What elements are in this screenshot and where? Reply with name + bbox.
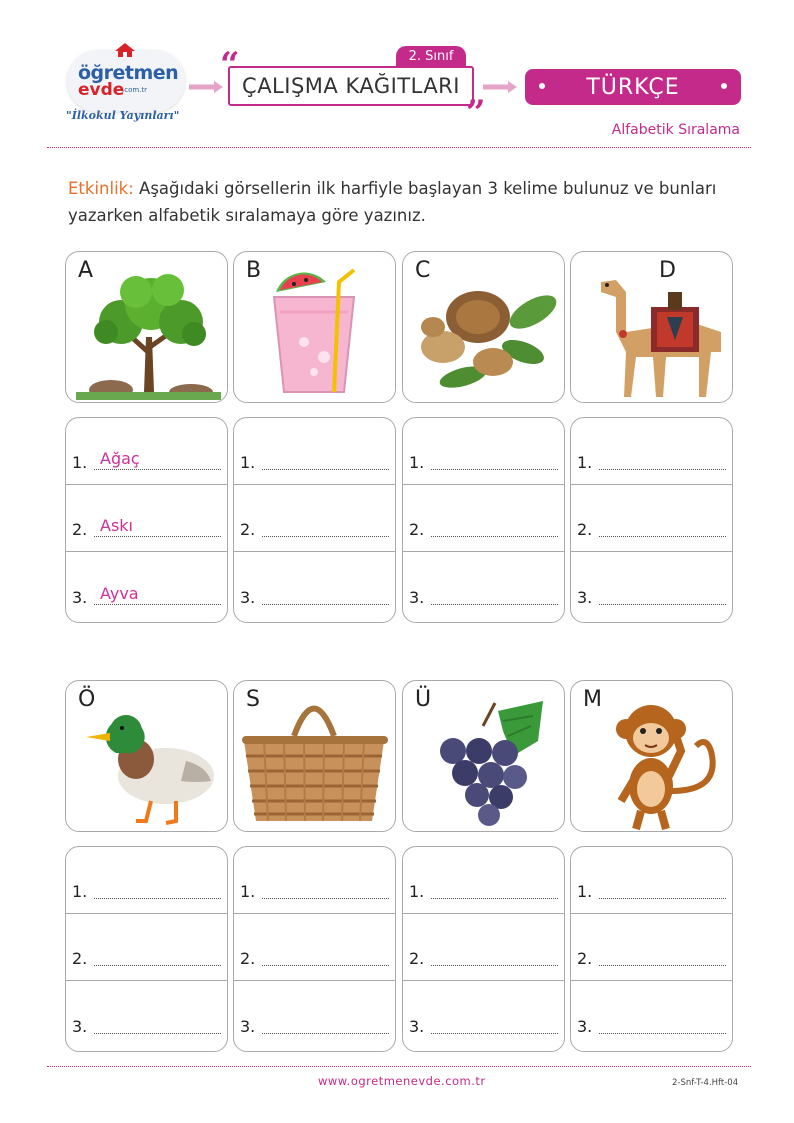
dotted-writing-line	[431, 965, 558, 966]
answer-line[interactable]	[571, 847, 732, 914]
dotted-writing-line	[262, 1033, 389, 1034]
line-number: 1.	[577, 453, 593, 472]
answer-box-d	[570, 417, 733, 623]
line-number: 3.	[72, 588, 88, 607]
line-number: 3.	[240, 588, 256, 607]
sample-answer: Askı	[100, 516, 133, 535]
picture-card-d	[570, 251, 733, 403]
dotted-writing-line	[94, 536, 221, 537]
line-number: 2.	[240, 949, 256, 968]
line-number: 3.	[240, 1017, 256, 1036]
dotted-writing-line	[94, 1033, 221, 1034]
card-letter: A	[78, 258, 94, 283]
line-number: 2.	[577, 520, 593, 539]
answer-line[interactable]	[403, 981, 564, 1048]
answer-line[interactable]	[66, 418, 227, 485]
line-number: 2.	[240, 520, 256, 539]
website-link[interactable]: www.ogretmenevde.com.tr	[318, 1074, 486, 1088]
answer-line[interactable]	[234, 914, 395, 981]
bullet-icon	[539, 83, 545, 89]
answer-line[interactable]	[66, 552, 227, 619]
dotted-writing-line	[94, 898, 221, 899]
dotted-writing-line	[599, 536, 726, 537]
answer-box-c	[402, 417, 565, 623]
dotted-writing-line	[599, 604, 726, 605]
answer-box-b	[233, 417, 396, 623]
instruction-label: Etkinlik:	[68, 179, 134, 198]
dotted-writing-line	[262, 965, 389, 966]
card-letter: C	[415, 258, 431, 283]
grade-badge: 2. Sınıf	[396, 46, 466, 66]
dotted-writing-line	[599, 898, 726, 899]
logo-domain: .com.tr	[122, 86, 148, 94]
arrow-right-icon	[188, 80, 224, 94]
picture-card-u-umlaut	[402, 680, 565, 832]
picture-card-a	[65, 251, 228, 403]
line-number: 1.	[409, 453, 425, 472]
line-number: 3.	[72, 1017, 88, 1036]
topic-label: Alfabetik Sıralama	[611, 122, 740, 138]
dotted-writing-line	[262, 469, 389, 470]
line-number: 1.	[72, 882, 88, 901]
line-number: 2.	[409, 949, 425, 968]
answer-line[interactable]	[234, 847, 395, 914]
camel-icon	[571, 252, 733, 403]
answer-line[interactable]	[571, 552, 732, 619]
answer-line[interactable]	[234, 552, 395, 619]
arrow-right-icon	[482, 80, 518, 94]
line-number: 3.	[577, 588, 593, 607]
answer-line[interactable]	[403, 914, 564, 981]
dotted-writing-line	[94, 604, 221, 605]
picture-card-c	[402, 251, 565, 403]
subject-banner	[525, 69, 741, 105]
picture-card-b	[233, 251, 396, 403]
logo-brand: öğretmen	[78, 62, 179, 84]
dotted-writing-line	[599, 469, 726, 470]
answer-line[interactable]	[403, 552, 564, 619]
card-letter: M	[583, 687, 602, 712]
picture-card-m	[570, 680, 733, 832]
answer-box-a	[65, 417, 228, 623]
dotted-writing-line	[431, 898, 558, 899]
logo-tagline: "İlkokul Yayınları"	[66, 109, 180, 122]
close-quote-icon: ”	[466, 93, 486, 133]
dotted-writing-line	[599, 1033, 726, 1034]
house-icon	[114, 42, 136, 58]
picture-card-o-umlaut	[65, 680, 228, 832]
answer-line[interactable]	[234, 418, 395, 485]
line-number: 2.	[72, 520, 88, 539]
header-divider	[47, 147, 751, 148]
dotted-writing-line	[431, 536, 558, 537]
dotted-writing-line	[94, 965, 221, 966]
answer-line[interactable]	[571, 418, 732, 485]
answer-line[interactable]	[571, 485, 732, 552]
line-number: 3.	[409, 1017, 425, 1036]
answer-box-u-umlaut	[402, 846, 565, 1052]
picture-card-s	[233, 680, 396, 832]
card-letter: S	[246, 687, 260, 712]
line-number: 1.	[577, 882, 593, 901]
answer-line[interactable]	[571, 914, 732, 981]
line-number: 1.	[240, 453, 256, 472]
logo-brand-evde: evde	[78, 80, 125, 100]
worksheet-code: 2-Snf-T-4.Hft-04	[672, 1078, 739, 1088]
dotted-writing-line	[94, 469, 221, 470]
sample-answer: Ayva	[100, 584, 139, 603]
answer-line[interactable]	[234, 981, 395, 1048]
publisher-logo	[62, 40, 192, 125]
answer-line[interactable]	[66, 981, 227, 1048]
answer-line[interactable]	[403, 847, 564, 914]
answer-box-m	[570, 846, 733, 1052]
line-number: 1.	[409, 882, 425, 901]
dotted-writing-line	[262, 898, 389, 899]
subject-label: TÜRKÇE	[586, 74, 680, 100]
answer-line[interactable]	[66, 914, 227, 981]
line-number: 3.	[409, 588, 425, 607]
line-number: 2.	[72, 949, 88, 968]
line-number: 2.	[577, 949, 593, 968]
bullet-icon	[721, 83, 727, 89]
card-letter: Ü	[415, 687, 432, 712]
instruction-body: Aşağıdaki görsellerin ilk harfiyle başlayan 3 kelime bulunuz ve bunları yazarken alfabetik sıralamaya göre yazınız.	[68, 179, 717, 225]
dotted-writing-line	[599, 965, 726, 966]
answer-line[interactable]	[403, 418, 564, 485]
open-quote-icon: “	[220, 45, 240, 85]
worksheet-title: ÇALIŞMA KAĞITLARI	[228, 66, 474, 106]
dotted-writing-line	[431, 1033, 558, 1034]
instruction-text	[68, 175, 728, 229]
line-number: 1.	[240, 882, 256, 901]
answer-line[interactable]	[403, 485, 564, 552]
card-letter: B	[246, 258, 262, 283]
card-letter: D	[659, 258, 676, 283]
dotted-writing-line	[262, 536, 389, 537]
answer-line[interactable]	[571, 981, 732, 1048]
dotted-writing-line	[262, 604, 389, 605]
line-number: 2.	[409, 520, 425, 539]
answer-line[interactable]	[66, 847, 227, 914]
answer-line[interactable]	[234, 485, 395, 552]
dotted-writing-line	[431, 469, 558, 470]
line-number: 3.	[577, 1017, 593, 1036]
card-letter: Ö	[78, 687, 96, 712]
answer-box-s	[233, 846, 396, 1052]
dotted-writing-line	[431, 604, 558, 605]
sample-answer: Ağaç	[100, 449, 140, 468]
answer-line[interactable]	[66, 485, 227, 552]
line-number: 1.	[72, 453, 88, 472]
answer-box-o-umlaut	[65, 846, 228, 1052]
footer-divider	[47, 1066, 751, 1067]
